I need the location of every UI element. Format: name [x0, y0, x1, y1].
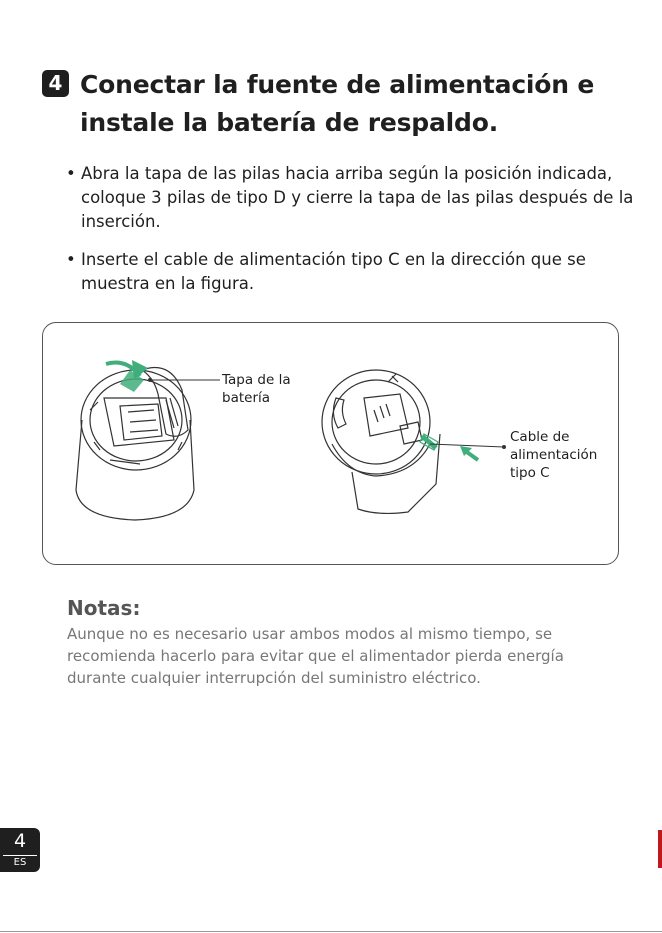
page-bottom-rule — [0, 931, 662, 932]
language-code: ES — [3, 855, 37, 870]
page-number-tab — [0, 828, 40, 872]
instruction-item-battery: • Abra la tapa de las pilas hacia arriba según la posición indicada, coloque 3 pilas de tipo D y cierre la tapa de las pilas después de la inserción. — [66, 162, 636, 234]
battery-cover-illustration — [70, 350, 220, 525]
label-type-c-cable: Cable de alimentación tipo C — [510, 429, 598, 481]
notes-text: Aunque no es necesario usar ambos modos al mismo tiempo, se recomienda hacerlo para evitar que el alimentador pierda energía durante cualquier interrupción del suministro eléctrico. — [67, 625, 564, 687]
label-battery-cover: Tapa de la batería — [222, 372, 291, 406]
instruction-item-cable: • Inserte el cable de alimentación tipo C en la dirección que se muestra en la figura. — [66, 248, 636, 296]
step-title: Conectar la fuente de alimentación e instale la batería de respaldo. — [80, 70, 595, 137]
step-number-badge: 4 — [42, 70, 69, 97]
usb-c-cable-illustration — [318, 364, 518, 520]
page-number: 4 — [13, 830, 27, 852]
notes-heading: Notas: — [67, 596, 141, 620]
section-edge-marker — [658, 830, 662, 868]
instruction-list — [66, 162, 636, 310]
